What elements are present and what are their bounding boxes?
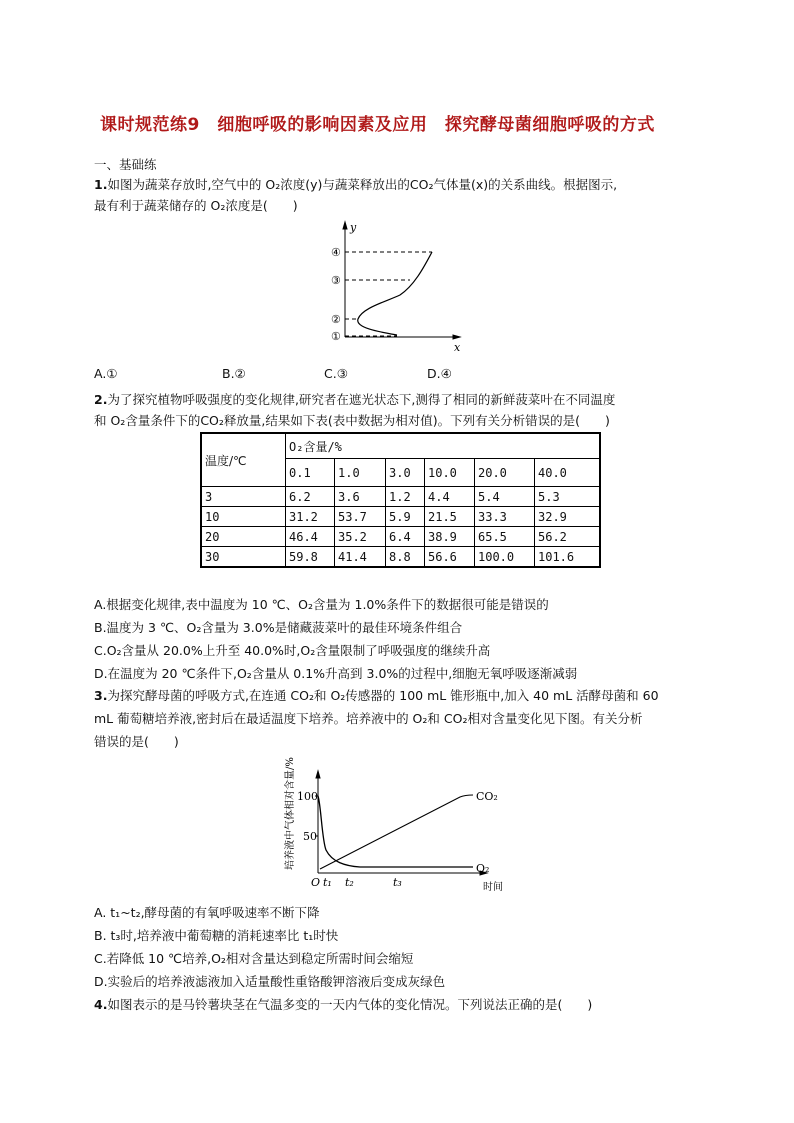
q1-option-b[interactable]: B.②	[222, 366, 246, 381]
origin-label: O	[311, 876, 321, 889]
q4-text: 如图表示的是马铃薯块茎在气温多变的一天内气体的变化情况。下列说法正确的是( )	[107, 997, 593, 1012]
cell: 65.5	[475, 527, 535, 547]
cell: 30	[201, 547, 286, 568]
q3-option-b[interactable]: B. t₃时,培养液中葡萄糖的消耗速率比 t₁时快	[94, 928, 339, 943]
mark-2: ②	[331, 313, 341, 326]
col-header: 3.0	[386, 459, 425, 487]
cell: 46.4	[286, 527, 335, 547]
q2-number: 2.	[94, 392, 108, 407]
cell: 3	[201, 487, 286, 507]
col-header: 40.0	[535, 459, 601, 487]
cell: 32.9	[535, 507, 601, 527]
q3-chart	[315, 771, 490, 875]
q1-text: 如图为蔬菜存放时,空气中的 O₂浓度(y)与蔬菜释放出的CO₂气体量(x)的关系曲线。根据图示,	[107, 177, 618, 192]
q1-chart	[343, 222, 460, 339]
q2-option-c[interactable]: C.O₂含量从 20.0%上升至 40.0%时,O₂含量限制了呼吸强度的继续升高	[94, 643, 491, 658]
q1-option-a[interactable]: A.①	[94, 366, 118, 381]
q3-stem-line1	[94, 686, 659, 704]
cell: 31.2	[286, 507, 335, 527]
q1-x-label: x	[454, 341, 461, 354]
cell: 5.4	[475, 487, 535, 507]
table-row	[201, 487, 600, 507]
q3-option-a[interactable]: A. t₁~t₂,酵母菌的有氧呼吸速率不断下降	[94, 905, 320, 920]
q2-option-d[interactable]: D.在温度为 20 ℃条件下,O₂含量从 0.1%升高到 3.0%的过程中,细胞无氧呼吸逐渐减弱	[94, 666, 578, 681]
page-title: 课时规范练9 细胞呼吸的影响因素及应用 探究酵母菌细胞呼吸的方式	[100, 115, 655, 135]
q1-stem-line2: 最有利于蔬菜储存的 O₂浓度是( )	[94, 198, 298, 213]
cell: 6.4	[386, 527, 425, 547]
mark-1: ①	[331, 330, 341, 343]
cell: 6.2	[286, 487, 335, 507]
cell: 101.6	[535, 547, 601, 568]
q3-option-c[interactable]: C.若降低 10 ℃培养,O₂相对含量达到稳定所需时间会缩短	[94, 951, 414, 966]
col-header: 20.0	[475, 459, 535, 487]
co2-line	[320, 795, 473, 869]
cell: 35.2	[335, 527, 386, 547]
q1-option-d[interactable]: D.④	[427, 366, 452, 381]
q2-option-b[interactable]: B.温度为 3 ℃、O₂含量为 3.0%是储藏菠菜叶的最佳环境条件组合	[94, 620, 463, 635]
legend-co2: CO₂	[476, 790, 498, 803]
col-group-header: O₂含量/%	[286, 433, 601, 459]
q2-text: 为了探究植物呼吸强度的变化规律,研究者在遮光状态下,测得了相同的新鲜菠菜叶在不同温度	[107, 392, 616, 407]
q4-stem	[94, 995, 592, 1013]
tick-100: 100	[297, 790, 318, 803]
y-arrow-icon	[316, 771, 320, 778]
tick-t3: t₃	[393, 876, 402, 889]
q1-number: 1.	[94, 177, 108, 192]
curve	[358, 252, 432, 335]
mark-4: ④	[331, 246, 341, 259]
cell: 20	[201, 527, 286, 547]
table-row	[201, 547, 600, 568]
x-label: 时间	[483, 882, 503, 893]
row-header: 温度/℃	[201, 433, 286, 487]
table-row	[201, 507, 600, 527]
q3-stem-line3: 错误的是( )	[94, 734, 179, 749]
col-header: 0.1	[286, 459, 335, 487]
q4-number: 4.	[94, 997, 108, 1012]
section-heading: 一、基础练	[94, 157, 157, 172]
q3-text: 为探究酵母菌的呼吸方式,在连通 CO₂和 O₂传感器的 100 mL 锥形瓶中,加入 40 mL 活酵母菌和 60	[107, 688, 659, 703]
q2-data-table	[200, 432, 601, 568]
q2-option-a[interactable]: A.根据变化规律,表中温度为 10 ℃、O₂含量为 1.0%条件下的数据很可能是错误的	[94, 597, 549, 612]
cell: 5.3	[535, 487, 601, 507]
legend-o2: O₂	[476, 862, 490, 875]
table-row	[201, 527, 600, 547]
col-header: 1.0	[335, 459, 386, 487]
col-header: 10.0	[425, 459, 475, 487]
cell: 3.6	[335, 487, 386, 507]
mark-3: ③	[331, 274, 341, 287]
tick-50: 50	[303, 830, 317, 843]
cell: 100.0	[475, 547, 535, 568]
cell: 5.9	[386, 507, 425, 527]
q3-option-d[interactable]: D.实验后的培养液滤液加入适量酸性重铬酸钾溶液后变成灰绿色	[94, 974, 446, 989]
cell: 56.6	[425, 547, 475, 568]
cell: 56.2	[535, 527, 601, 547]
cell: 38.9	[425, 527, 475, 547]
q2-stem-line2: 和 O₂含量条件下的CO₂释放量,结果如下表(表中数据为相对值)。下列有关分析错误的是( )	[94, 413, 610, 428]
cell: 8.8	[386, 547, 425, 568]
q2-stem-line1	[94, 390, 615, 408]
q1-y-label: y	[350, 221, 357, 234]
cell: 33.3	[475, 507, 535, 527]
cell: 21.5	[425, 507, 475, 527]
cell: 1.2	[386, 487, 425, 507]
tick-t2: t₂	[345, 876, 354, 889]
cell: 53.7	[335, 507, 386, 527]
cell: 10	[201, 507, 286, 527]
x-arrow-icon	[453, 335, 460, 339]
tick-t1: t₁	[323, 876, 332, 889]
o2-line	[318, 796, 473, 867]
q3-stem-line2: mL 葡萄糖培养液,密封后在最适温度下培养。培养液中的 O₂和 CO₂相对含量变化见下图。有关分析	[94, 711, 643, 726]
q1-option-c[interactable]: C.③	[324, 366, 348, 381]
cell: 4.4	[425, 487, 475, 507]
cell: 59.8	[286, 547, 335, 568]
q3-number: 3.	[94, 688, 108, 703]
y-arrow-icon	[343, 222, 347, 229]
cell: 41.4	[335, 547, 386, 568]
q3-y-label: 培养液中气体相对含量/%	[285, 757, 296, 870]
